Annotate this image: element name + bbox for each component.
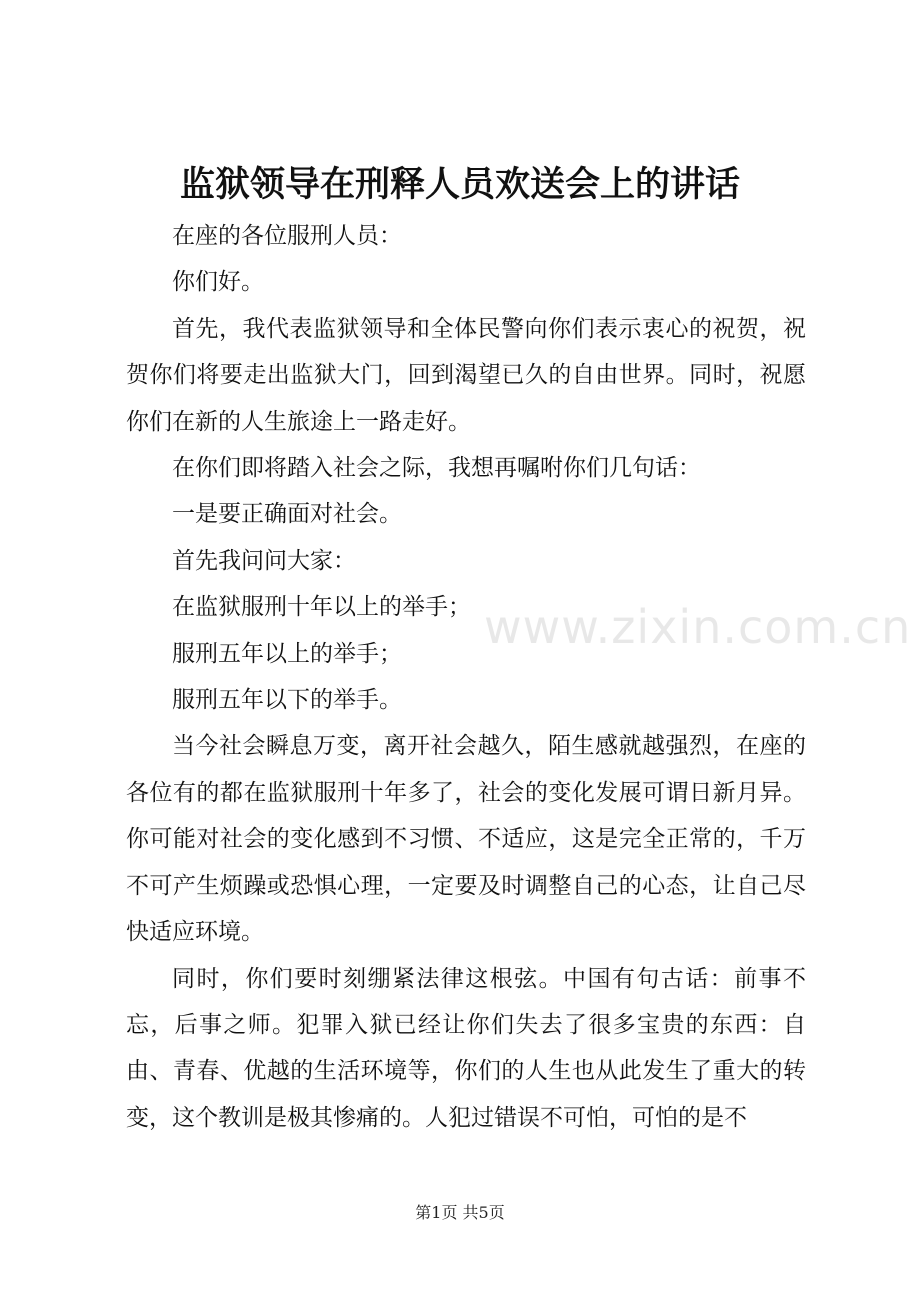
paragraph-congratulations: 首先，我代表监狱领导和全体民警向你们表示衷心的祝贺，祝贺你们将要走出监狱大门，回到渴望已久的自由世界。同时，祝愿你们在新的人生旅途上一路走好。: [126, 315, 806, 435]
paragraph-five-years-above: 服刑五年以上的举手；: [172, 640, 402, 667]
document-title: 监狱领导在刑释人员欢送会上的讲话: [179, 164, 740, 205]
paragraph-point-one: 一是要正确面对社会。: [172, 501, 402, 528]
paragraph-salutation: 在座的各位服刑人员：: [172, 223, 402, 249]
watermark: www.zixin.com.cn: [484, 600, 912, 654]
paragraph-ten-years: 在监狱服刑十年以上的举手；: [172, 594, 471, 621]
paragraph-five-years-below: 服刑五年以下的举手。: [172, 687, 402, 714]
paragraph-question: 首先我问问大家：: [172, 547, 356, 574]
paragraph-greeting: 你们好。: [172, 269, 264, 296]
document-body: [126, 213, 806, 1141]
paragraph-law-reminder: 同时，你们要时刻绷紧法律这根弦。中国有句古话：前事不忘，后事之师。犯罪入狱已经让你们失去了很多宝贵的东西：自由、青春、优越的生活环境等，你们的人生也从此发生了重大的转变，这个教训是极其惨痛的。人犯过错误不可怕，可怕的是不: [126, 965, 806, 1131]
paragraph-society-change: 当今社会瞬息万变，离开社会越久，陌生感就越强烈，在座的各位有的都在监狱服刑十年多了，社会的变化发展可谓日新月异。你可能对社会的变化感到不习惯、不适应，这是完全正常的，千万不可产生烦躁或恐惧心理，一定要及时调整自己的心态，让自己尽快适应环境。: [126, 733, 806, 946]
paragraph-advice-intro: 在你们即将踏入社会之际，我想再嘱咐你们几句话：: [172, 455, 701, 482]
page-footer: 第1页 共5页: [415, 1203, 505, 1222]
